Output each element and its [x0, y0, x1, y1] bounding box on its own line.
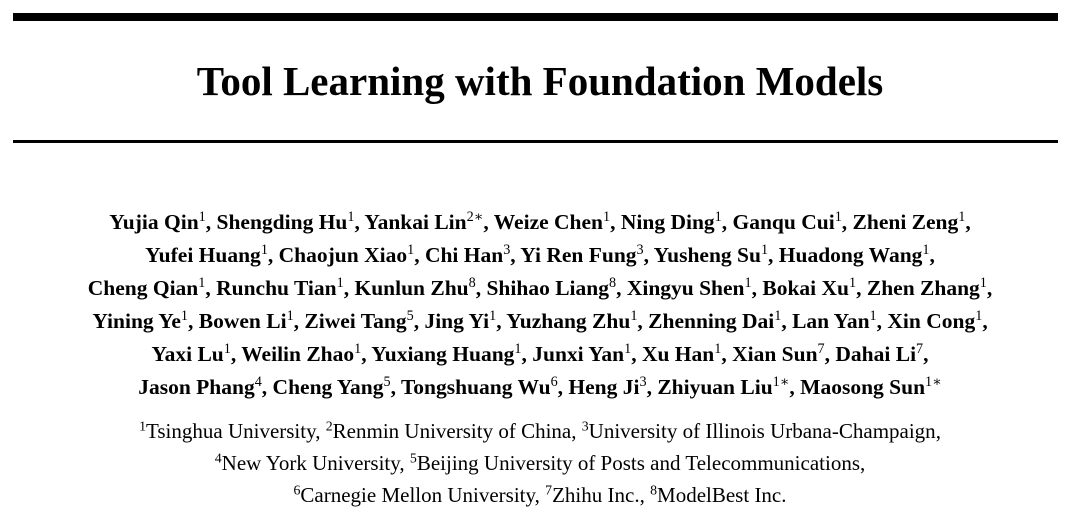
author [520, 243, 643, 267]
author [654, 243, 768, 267]
author-affiliation-mark: 3 [636, 242, 644, 259]
affiliation-number: 7 [545, 482, 553, 498]
affiliation-name: New York University [221, 451, 400, 475]
affiliation-name: Tsinghua University [146, 419, 316, 443]
author-name: Chaojun Xiao [278, 243, 408, 267]
author-affiliation-mark: 1 [714, 209, 722, 226]
author-affiliation-mark: 7 [817, 341, 825, 358]
author-name: Jing Yi [424, 309, 490, 333]
author-affiliation-mark: 6 [550, 374, 558, 391]
author [304, 309, 413, 333]
author-affiliation-mark: 1 [760, 242, 769, 259]
author [792, 309, 877, 333]
author-line: Yaxi Lu$^1$, Weilin Zhao$^1$, Yuxiang Huang$^1$, Junxi Yan$^1$, Xu Han$^1$, Xian Sun$^7$, Dahai Li$^7$, [151, 341, 929, 366]
affiliation-line: $^1$Tsinghua University, $^2$Renmin University of China, $^3$University of Illinois Urbana-Champaign, [139, 418, 941, 443]
author [92, 309, 188, 333]
affiliation-line: $^6$Carnegie Mellon University, $^7$Zhihu Inc., $^8$ModelBest Inc. [293, 482, 787, 507]
title-rule [13, 140, 1058, 143]
affiliation-number: 3 [581, 418, 589, 434]
author-name: Jason Phang [138, 375, 255, 399]
author-affiliation-mark: 1 [223, 341, 231, 358]
author-affiliation-mark: 1 [869, 308, 877, 325]
author [279, 243, 415, 267]
author-affiliation-mark: 1 [198, 275, 206, 292]
author [568, 375, 646, 399]
author [109, 210, 206, 234]
author-affiliation-mark: 1 [975, 308, 983, 325]
affiliation [326, 419, 572, 443]
author-name: Maosong Sun [800, 375, 926, 399]
affiliation-list [0, 415, 1080, 511]
author-affiliation-mark: 5 [406, 308, 414, 325]
affiliation [139, 419, 315, 443]
author [853, 210, 966, 234]
author [354, 276, 475, 300]
author-affiliation-mark: 1 [849, 275, 857, 292]
affiliation-name: Beijing University of Posts and Telecommunications [416, 451, 861, 475]
author-name: Shihao Liang [486, 276, 609, 300]
top-rule [13, 13, 1058, 21]
author [621, 210, 722, 234]
author-affiliation-mark: 3 [503, 242, 511, 259]
author-name: Yusheng Su [653, 243, 761, 267]
author [732, 342, 825, 366]
author-affiliation-mark: 1∗ [925, 374, 942, 391]
author-affiliation-mark: 8 [608, 275, 617, 292]
author [88, 276, 206, 300]
affiliation [545, 483, 639, 507]
author-affiliation-mark: 1 [624, 341, 632, 358]
author [145, 243, 268, 267]
author-name: Huadong Wang [778, 243, 923, 267]
author [779, 243, 930, 267]
author-line: Jason Phang$^4$, Cheng Yang$^5$, Tongshuang Wu$^6$, Heng Ji$^3$, Zhiyuan Liu$^{1∗}$, Maosong Sun$^{1∗}$ [138, 374, 942, 399]
author-affiliation-mark: 5 [383, 374, 391, 391]
affiliation [293, 483, 534, 507]
author-affiliation-mark: 7 [916, 341, 924, 358]
author-name: Zhiyuan Liu [657, 375, 773, 399]
author [494, 210, 610, 234]
author-name: Chi Han [424, 243, 504, 267]
author-affiliation-mark: 1 [834, 209, 842, 226]
author [642, 342, 721, 366]
author-affiliation-mark: 3 [639, 374, 647, 391]
author [657, 375, 789, 399]
author-name: Zheni Zeng [852, 210, 959, 234]
author-name: Yining Ye [92, 309, 181, 333]
author-name: Runchu Tian [216, 276, 337, 300]
author [867, 276, 987, 300]
author-line: Cheng Qian$^1$, Runchu Tian$^1$, Kunlun Zhu$^8$, Shihao Liang$^8$, Xingyu Shen$^1$, Bokai Xu$^1$, Zhen Zhang$^1$, [87, 275, 993, 300]
author [401, 375, 558, 399]
affiliation-number: 4 [214, 450, 222, 466]
affiliation-name: Renmin University of China [332, 419, 572, 443]
affiliation [582, 419, 936, 443]
author-name: Weilin Zhao [241, 342, 355, 366]
author-affiliation-mark: 8 [468, 275, 476, 292]
author-name: Lan Yan [792, 309, 870, 333]
author-affiliation-mark: 1 [336, 275, 344, 292]
affiliation-number: 8 [650, 482, 658, 498]
affiliation-number: 1 [139, 418, 146, 434]
author-affiliation-mark: 1 [407, 242, 415, 259]
author [835, 342, 923, 366]
author-affiliation-mark: 1 [714, 341, 722, 358]
author-name: Xin Cong [887, 309, 976, 333]
author-name: Yujia Qin [109, 210, 199, 234]
author-name: Yuzhang Zhu [506, 309, 631, 333]
author-name: Zhen Zhang [866, 276, 980, 300]
author-name: Shengding Hu [216, 210, 348, 234]
author-affiliation-mark: 1 [489, 308, 497, 325]
author-name: Ziwei Tang [304, 309, 407, 333]
author [424, 309, 496, 333]
author-affiliation-mark: 1 [744, 275, 752, 292]
author-name: Yuxiang Huang [371, 342, 515, 366]
author-affiliation-mark: 1 [354, 341, 362, 358]
author-line: Yining Ye$^1$, Bowen Li$^1$, Ziwei Tang$^5$, Jing Yi$^1$, Yuzhang Zhu$^1$, Zhenning Dai$^1$, Lan Yan$^1$, Xin Cong$^1$, [92, 308, 988, 333]
author-name: Ganqu Cui [732, 210, 835, 234]
author-name: Cheng Yang [272, 375, 384, 399]
author-line: Yufei Huang$^1$, Chaojun Xiao$^1$, Chi Han$^3$, Yi Ren Fung$^3$, Yusheng Su$^1$, Huadong Wang$^1$, [145, 242, 935, 267]
author-affiliation-mark: 1 [979, 275, 987, 292]
author-line: Yujia Qin$^1$, Shengding Hu$^1$, Yankai Lin$^{2∗}$, Weize Chen$^1$, Ning Ding$^1$, Ganqu Cui$^1$, Zheni Zeng$^1$, [109, 209, 971, 234]
author [627, 276, 752, 300]
author-affiliation-mark: 2∗ [466, 209, 484, 226]
author [241, 342, 361, 366]
author [486, 276, 616, 300]
affiliation-number: 6 [293, 482, 301, 498]
author [273, 375, 391, 399]
author-name: Cheng Qian [87, 276, 199, 300]
author-affiliation-mark: 4 [254, 374, 262, 391]
author-affiliation-mark: 1 [603, 209, 611, 226]
affiliation [650, 483, 786, 507]
author-name: Yi Ren Fung [520, 243, 637, 267]
author-affiliation-mark: 1 [958, 209, 966, 226]
author [151, 342, 230, 366]
author [733, 210, 842, 234]
affiliation-name: ModelBest Inc. [657, 483, 787, 507]
author [138, 375, 262, 399]
author-name: Xu Han [641, 342, 715, 366]
affiliation-name: University of Illinois Urbana-Champaign [588, 419, 936, 443]
author-affiliation-mark: 1 [260, 242, 268, 259]
author-affiliation-mark: 1 [347, 209, 355, 226]
author [800, 375, 942, 399]
author-name: Heng Ji [568, 375, 640, 399]
author [364, 210, 483, 234]
author-name: Bokai Xu [762, 276, 850, 300]
author-affiliation-mark: 1 [514, 341, 522, 358]
affiliation-name: Carnegie Mellon University [300, 483, 535, 507]
author [199, 309, 294, 333]
author-affiliation-mark: 1∗ [772, 374, 790, 391]
affiliation-line: $^4$New York University, $^5$Beijing University of Posts and Telecommunications, [214, 450, 866, 475]
author-affiliation-mark: 1 [922, 242, 930, 259]
author [648, 309, 781, 333]
author-name: Weize Chen [493, 210, 604, 234]
affiliation-number: 2 [325, 418, 333, 434]
author [371, 342, 521, 366]
author-name: Ning Ding [620, 210, 715, 234]
author [216, 276, 344, 300]
author-name: Xingyu Shen [626, 276, 745, 300]
author-name: Kunlun Zhu [354, 276, 469, 300]
author-name: Xian Sun [732, 342, 818, 366]
affiliation [410, 451, 860, 475]
author-affiliation-mark: 1 [198, 209, 206, 226]
author-affiliation-mark: 1 [180, 308, 189, 325]
author-name: Yufei Huang [145, 243, 261, 267]
author [887, 309, 982, 333]
author [532, 342, 631, 366]
author-name: Yaxi Lu [151, 342, 224, 366]
author-name: Dahai Li [835, 342, 917, 366]
author-name: Bowen Li [198, 309, 287, 333]
author-name: Yankai Lin [364, 210, 467, 234]
author [506, 309, 637, 333]
author [217, 210, 355, 234]
paper-title: Tool Learning with Foundation Models [196, 58, 884, 104]
author-affiliation-mark: 1 [630, 308, 638, 325]
author-name: Tongshuang Wu [400, 375, 551, 399]
author-list [0, 206, 1080, 404]
author-affiliation-mark: 1 [286, 308, 294, 325]
author-affiliation-mark: 1 [774, 308, 782, 325]
author [762, 276, 856, 300]
affiliation [215, 451, 400, 475]
author [425, 243, 510, 267]
affiliation-name: Zhihu Inc. [552, 483, 640, 507]
affiliation-number: 5 [409, 450, 417, 466]
author-name: Zhenning Dai [648, 309, 775, 333]
author-name: Junxi Yan [532, 342, 625, 366]
